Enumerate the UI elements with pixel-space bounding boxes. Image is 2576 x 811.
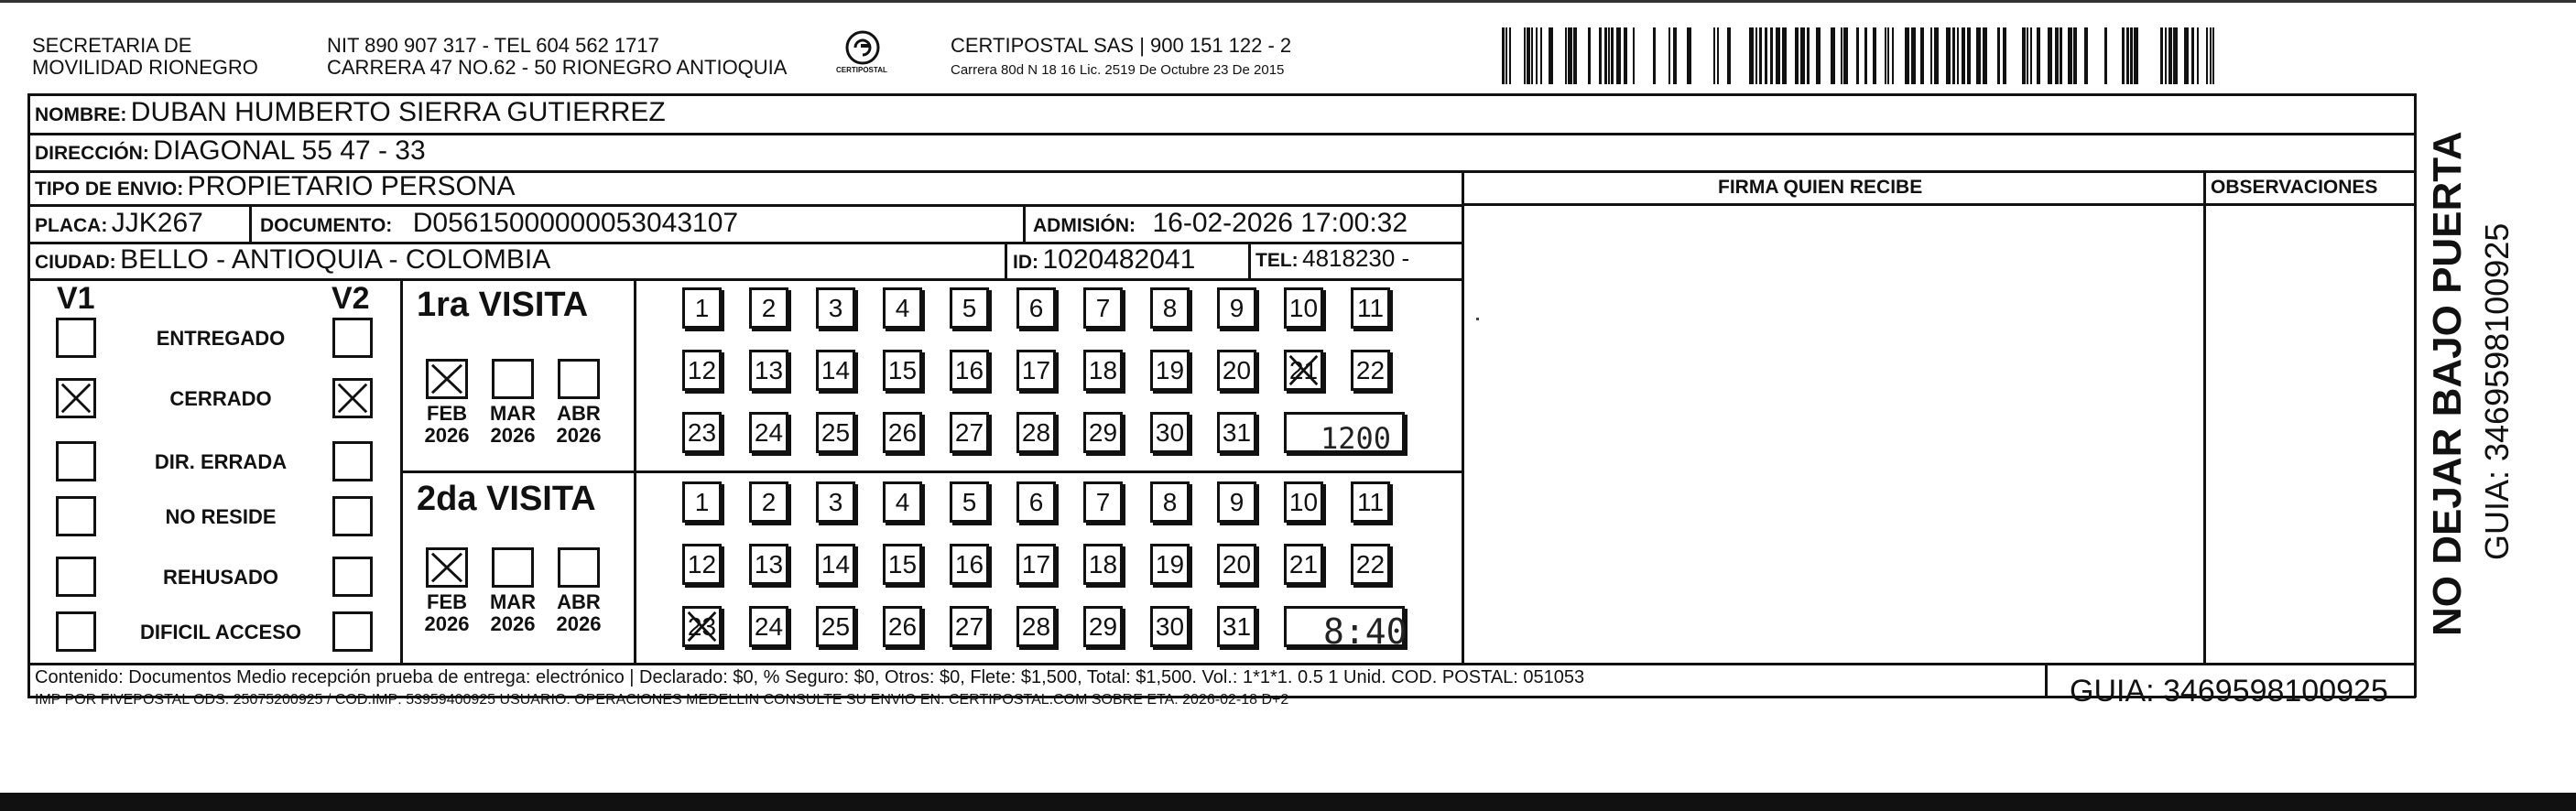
day-number: 13 — [754, 550, 784, 579]
day-number: 4 — [895, 294, 910, 322]
day-number: 27 — [954, 418, 984, 447]
col-doc-adm — [1023, 205, 1026, 243]
month-name: FEB — [427, 402, 467, 425]
day-box[interactable] — [1217, 350, 1256, 391]
day-box[interactable] — [883, 481, 922, 523]
first-visit-title: 1ra VISITA — [417, 286, 589, 324]
day-box[interactable] — [1083, 412, 1123, 453]
day-number: 8 — [1162, 488, 1178, 516]
month-checkbox[interactable] — [426, 547, 468, 588]
day-number: 16 — [954, 550, 984, 579]
month-year: 2026 — [556, 612, 602, 635]
row-line-3 — [27, 204, 1463, 207]
day-number: 5 — [962, 488, 977, 516]
v1-checkbox[interactable] — [56, 318, 96, 358]
month-name: FEB — [427, 590, 467, 613]
v1-checkbox[interactable] — [56, 441, 96, 481]
day-number: 9 — [1229, 294, 1245, 322]
tipo-envio-label: TIPO DE ENVIO: — [35, 178, 184, 200]
day-number: 5 — [962, 294, 977, 322]
reason-label: REHUSADO — [163, 566, 278, 589]
day-box[interactable] — [883, 350, 922, 391]
col-id-tel — [1248, 242, 1251, 280]
reason-label: NO RESIDE — [165, 505, 277, 528]
month-checkbox[interactable] — [492, 359, 534, 399]
day-number: 10 — [1288, 294, 1319, 322]
signature-mark — [1476, 318, 1479, 320]
placa-field — [35, 208, 203, 239]
day-box[interactable] — [950, 350, 989, 391]
admision-field — [1033, 208, 1408, 239]
top-rule — [0, 0, 2576, 3]
nombre-field — [35, 97, 666, 128]
col-obs-left — [2203, 170, 2206, 665]
day-number: 29 — [1088, 612, 1118, 641]
id-label: ID: — [1013, 252, 1038, 273]
day-number: 25 — [821, 612, 851, 641]
day-number: 17 — [1021, 550, 1051, 579]
month-year: 2026 — [424, 612, 470, 635]
day-box[interactable] — [883, 412, 922, 453]
v2-checkbox[interactable] — [332, 557, 373, 597]
day-box[interactable] — [1150, 481, 1190, 523]
v2-checkbox[interactable] — [332, 318, 373, 358]
day-number: 24 — [754, 418, 784, 447]
day-box[interactable] — [1284, 481, 1323, 523]
day-number: 15 — [887, 356, 918, 384]
day-box[interactable] — [1150, 412, 1190, 453]
day-number: 11 — [1356, 488, 1385, 516]
v1-checkbox[interactable] — [56, 496, 96, 536]
day-box[interactable] — [1351, 350, 1390, 391]
day-number: 2 — [761, 488, 777, 516]
day-box[interactable] — [1284, 350, 1323, 391]
day-box[interactable] — [1351, 481, 1390, 523]
day-box[interactable] — [1016, 412, 1056, 453]
day-box[interactable] — [1150, 606, 1190, 647]
day-box[interactable] — [749, 481, 788, 523]
day-box[interactable] — [1217, 606, 1256, 647]
footer-guia: GUIA: 3469598100925 — [2070, 674, 2388, 708]
day-box[interactable] — [1351, 544, 1390, 585]
day-number: 6 — [1028, 488, 1044, 516]
footer-line2: IMP POR FIVEPOSTAL ODS: 25075200925 / COD.IMP: 53959400925 USUARIO: OPERACIONES MEDELLIN CONSULTE SU ENVIO EN: CERTIPOSTAL.COM SOBRE ETA: 2026-02-18 D+2 — [35, 692, 1289, 708]
day-box[interactable] — [749, 544, 788, 585]
v1-checkbox[interactable] — [56, 557, 96, 597]
day-box[interactable] — [1016, 287, 1056, 329]
day-number: 14 — [821, 550, 851, 579]
day-number: 18 — [1088, 550, 1118, 579]
barcode — [1502, 27, 2234, 84]
first-visit-time: 1200 — [1321, 421, 1392, 456]
day-number: 31 — [1222, 612, 1252, 641]
day-box[interactable] — [816, 606, 855, 647]
month-name: ABR — [557, 590, 601, 613]
day-number: 30 — [1155, 418, 1185, 447]
nombre-value: DUBAN HUMBERTO SIERRA GUTIERREZ — [130, 97, 666, 127]
second-visit-time: 8:40 — [1323, 611, 1408, 652]
frame-right — [2414, 93, 2417, 697]
frame-left — [27, 93, 30, 697]
col-footer-guia — [2045, 663, 2048, 697]
certipostal-logo — [835, 27, 890, 82]
day-number: 28 — [1021, 612, 1051, 641]
admision-label: ADMISIÓN: — [1033, 215, 1136, 236]
v2-checkbox[interactable] — [332, 611, 373, 652]
day-number: 7 — [1095, 488, 1111, 516]
day-number: 26 — [887, 612, 918, 641]
placa-value: JJK267 — [111, 208, 203, 238]
sender-nit: NIT 890 907 317 - TEL 604 562 1717 — [327, 34, 659, 57]
day-box[interactable] — [1083, 350, 1123, 391]
courier-license: Carrera 80d N 18 16 Lic. 2519 De Octubre 23 De 2015 — [951, 62, 1285, 78]
day-box[interactable] — [1217, 544, 1256, 585]
day-number: 17 — [1021, 356, 1051, 384]
day-number: 21 — [1288, 356, 1319, 384]
side-notice: NO DEJAR BAJO PUERTA — [2425, 131, 2470, 636]
day-box[interactable] — [1284, 287, 1323, 329]
day-box[interactable] — [950, 287, 989, 329]
month-year: 2026 — [490, 612, 536, 635]
v2-checkbox[interactable] — [332, 441, 373, 481]
sender-address: CARRERA 47 NO.62 - 50 RIONEGRO ANTIOQUIA — [327, 56, 788, 79]
month-year: 2026 — [556, 424, 602, 447]
day-box[interactable] — [883, 606, 922, 647]
day-number: 15 — [887, 550, 918, 579]
day-number: 28 — [1021, 418, 1051, 447]
day-box[interactable] — [1150, 544, 1190, 585]
footer-top-line — [27, 663, 2416, 665]
month-checkbox[interactable] — [492, 547, 534, 588]
day-number: 14 — [821, 356, 851, 384]
day-box[interactable] — [816, 544, 855, 585]
day-number: 1 — [694, 294, 710, 322]
day-box[interactable] — [749, 606, 788, 647]
day-number: 4 — [895, 488, 910, 516]
day-box[interactable] — [749, 287, 788, 329]
sender-name-line2: MOVILIDAD RIONEGRO — [32, 56, 258, 79]
visit-divider — [400, 470, 1462, 473]
day-number: 12 — [687, 550, 717, 579]
day-box[interactable] — [749, 412, 788, 453]
day-number: 20 — [1222, 550, 1252, 579]
day-box[interactable] — [1016, 481, 1056, 523]
day-number: 13 — [754, 356, 784, 384]
month-year: 2026 — [490, 424, 536, 447]
day-number: 24 — [754, 612, 784, 641]
day-number: 31 — [1222, 418, 1252, 447]
v2-checkbox[interactable] — [332, 378, 373, 418]
col-placa-doc — [249, 205, 252, 243]
v2-checkbox[interactable] — [332, 496, 373, 536]
ciudad-label: CIUDAD: — [35, 252, 116, 273]
tipo-envio-value: PROPIETARIO PERSONA — [187, 171, 516, 201]
day-box[interactable] — [1150, 287, 1190, 329]
reason-label: CERRADO — [169, 387, 272, 410]
day-box[interactable] — [1083, 606, 1123, 647]
month-checkbox[interactable] — [426, 359, 468, 399]
reason-label: ENTREGADO — [156, 327, 286, 350]
admision-value: 16-02-2026 17:00:32 — [1152, 208, 1408, 238]
v2-label: V2 — [332, 281, 370, 316]
day-number: 19 — [1155, 356, 1185, 384]
day-box[interactable] — [950, 606, 989, 647]
direccion-label: DIRECCIÓN: — [35, 143, 149, 164]
day-number: 12 — [687, 356, 717, 384]
placa-label: PLACA: — [35, 215, 108, 236]
day-number: 18 — [1088, 356, 1118, 384]
v1-label: V1 — [57, 281, 95, 316]
day-box[interactable] — [1016, 350, 1056, 391]
day-box[interactable] — [1351, 287, 1390, 329]
day-box[interactable] — [1083, 481, 1123, 523]
day-number: 19 — [1155, 550, 1185, 579]
day-box[interactable] — [816, 481, 855, 523]
tipo-envio-field — [35, 171, 516, 202]
month-name: ABR — [557, 402, 601, 425]
day-number: 11 — [1356, 294, 1385, 322]
tel-label: TEL: — [1255, 250, 1299, 271]
day-box[interactable] — [1217, 287, 1256, 329]
second-visit-title: 2da VISITA — [417, 480, 596, 518]
day-box[interactable] — [682, 350, 722, 391]
month-name: MAR — [489, 402, 537, 425]
day-number: 8 — [1162, 294, 1178, 322]
day-number: 25 — [821, 418, 851, 447]
day-number: 22 — [1355, 550, 1386, 579]
day-number: 7 — [1095, 294, 1111, 322]
day-number: 1 — [694, 488, 710, 516]
nombre-label: NOMBRE: — [35, 104, 127, 125]
day-box[interactable] — [1016, 544, 1056, 585]
day-number: 29 — [1088, 418, 1118, 447]
day-box[interactable] — [1083, 544, 1123, 585]
day-box[interactable] — [1217, 481, 1256, 523]
month-checkbox[interactable] — [558, 547, 600, 588]
documento-value: D05615000000053043107 — [412, 208, 739, 238]
day-box[interactable] — [1150, 350, 1190, 391]
day-number: 9 — [1229, 488, 1245, 516]
day-box[interactable] — [1016, 606, 1056, 647]
ciudad-value: BELLO - ANTIOQUIA - COLOMBIA — [120, 244, 551, 275]
col-firma-left — [1462, 170, 1464, 665]
firma-header: FIRMA QUIEN RECIBE — [1718, 177, 1923, 198]
day-number: 20 — [1222, 356, 1252, 384]
sender-name-line1: SECRETARIA DE — [32, 34, 192, 57]
direccion-field — [35, 135, 426, 167]
logo-text: CERTIPOSTAL — [836, 66, 887, 74]
documento-label: DOCUMENTO: — [260, 215, 393, 236]
reason-label: DIR. ERRADA — [154, 450, 288, 473]
v1-checkbox[interactable] — [56, 611, 96, 652]
day-box[interactable] — [682, 481, 722, 523]
day-box[interactable] — [682, 287, 722, 329]
day-number: 3 — [828, 488, 843, 516]
courier-name: CERTIPOSTAL SAS | 900 151 122 - 2 — [951, 34, 1292, 57]
day-box[interactable] — [816, 412, 855, 453]
day-number: 27 — [954, 612, 984, 641]
month-checkbox[interactable] — [558, 359, 600, 399]
col-ciudad-id — [1005, 242, 1007, 280]
observaciones-header: OBSERVACIONES — [2211, 177, 2378, 198]
day-box[interactable] — [883, 287, 922, 329]
day-box[interactable] — [950, 544, 989, 585]
day-number: 2 — [761, 294, 777, 322]
day-box[interactable] — [1217, 412, 1256, 453]
day-box[interactable] — [950, 412, 989, 453]
documento-field — [260, 208, 738, 239]
frame-top — [27, 93, 2416, 96]
month-year: 2026 — [424, 424, 470, 447]
day-box[interactable] — [816, 350, 855, 391]
day-number: 6 — [1028, 294, 1044, 322]
day-number: 23 — [687, 612, 717, 641]
day-box[interactable] — [950, 481, 989, 523]
tel-field — [1255, 244, 1409, 273]
tel-value: 4818230 - — [1302, 244, 1410, 272]
bottom-band — [0, 793, 2576, 811]
day-number: 26 — [887, 418, 918, 447]
day-number: 3 — [828, 294, 843, 322]
day-number: 30 — [1155, 612, 1185, 641]
day-box[interactable] — [883, 544, 922, 585]
row-line-firma — [1462, 203, 2416, 206]
day-number: 23 — [687, 418, 717, 447]
month-name: MAR — [489, 590, 537, 613]
footer-line1: Contenido: Documentos Medio recepción prueba de entrega: electrónico | Declarado: $0, % Seguro: $0, Otros: $0, Flete: $1,500, Total: $1,500. Vol.: 1*1*1. 0.5 1 Unid. COD. POSTAL: 051053 — [35, 667, 1585, 687]
reason-label: DIFICIL ACCESO — [139, 621, 301, 643]
day-box[interactable] — [682, 544, 722, 585]
day-box[interactable] — [749, 350, 788, 391]
day-box[interactable] — [816, 287, 855, 329]
ciudad-field — [35, 244, 550, 276]
day-number: 10 — [1288, 488, 1319, 516]
direccion-value: DIAGONAL 55 47 - 33 — [153, 135, 426, 166]
day-number: 21 — [1288, 550, 1319, 579]
id-value: 1020482041 — [1042, 244, 1196, 275]
day-number: 16 — [954, 356, 984, 384]
day-box[interactable] — [682, 412, 722, 453]
id-field — [1013, 244, 1195, 276]
day-box[interactable] — [682, 606, 722, 647]
side-guia: GUIA: 3469598100925 — [2478, 222, 2516, 560]
day-number: 22 — [1355, 356, 1386, 384]
day-box[interactable] — [1284, 544, 1323, 585]
day-box[interactable] — [1083, 287, 1123, 329]
v1-checkbox[interactable] — [56, 378, 96, 418]
